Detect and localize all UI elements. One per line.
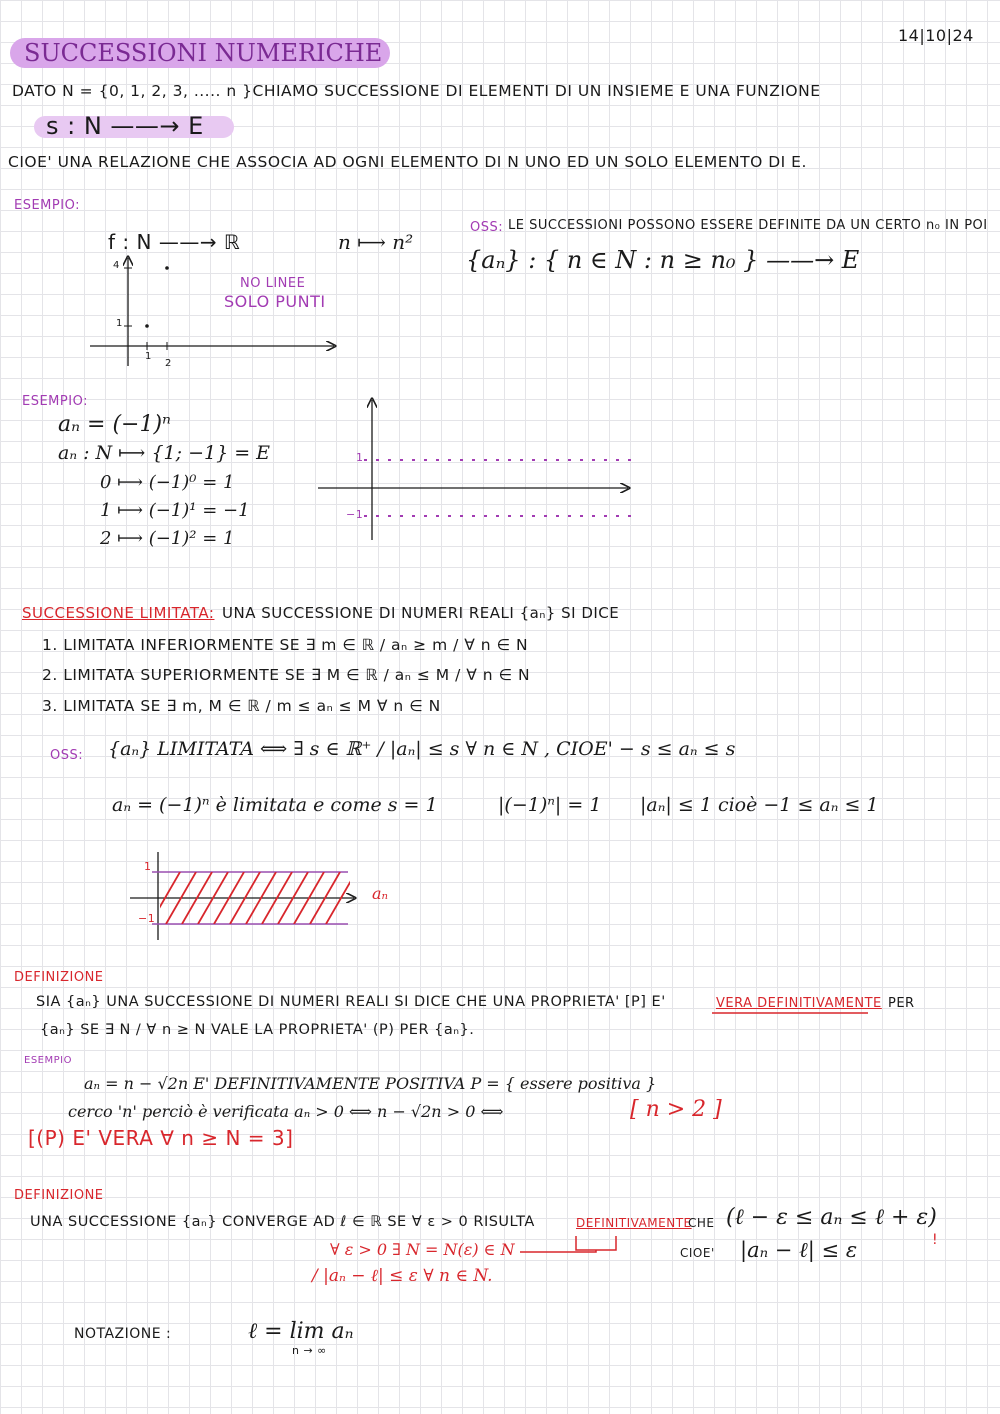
limit-subscript: n → ∞ [292,1344,327,1357]
definition-text: CHE [688,1216,715,1230]
limit-formula: ℓ = lim aₙ [248,1319,354,1344]
note-no-lines: NO LINEE [240,276,306,291]
annotation-bracket [520,1236,616,1252]
example-label: ESEMPIO: [14,198,80,213]
abs-value: |(−1)ⁿ| = 1 [498,794,602,816]
limitata-intro: UNA SUCCESSIONE DI NUMERI REALI {aₙ} SI DICE [222,604,620,622]
section-heading: SUCCESSIONE LIMITATA: [22,604,215,622]
function-def: s : N ——→ E [46,112,204,140]
intro-relation: CIOE' UNA RELAZIONE CHE ASSOCIA AD OGNI ELEMENTO DI N UNO ED UN SOLO ELEMENTO DI E. [8,153,807,171]
limitata-item: 1. LIMITATA INFERIORMENTE SE ∃ m ∈ ℝ / aₙ ≥ m / ∀ n ∈ N [42,636,529,654]
boxed-result: [ n > 2 ] [630,1097,722,1122]
tick-label: −1 [346,508,364,521]
tick-label: 1 [356,451,364,464]
definition-heading: DEFINIZIONE [14,1188,104,1203]
exclamation: ! [932,1232,939,1248]
tick-label: 2 [165,358,172,369]
point [165,266,169,270]
definition-text: SIA {aₙ} UNA SUCCESSIONE DI NUMERI REALI SI DICE CHE UNA PROPRIETA' [P] E' [36,994,666,1010]
emphasis: DEFINITIVAMENTE [576,1216,692,1230]
example2-map: aₙ : N ⟼ {1; −1} = E [58,442,271,464]
bounded-band [130,852,356,940]
tick-label: 4 [113,260,120,271]
example2-def: aₙ = (−1)ⁿ [58,412,171,437]
definition-text: PER [888,996,915,1011]
abs-inequality: |aₙ − ℓ| ≤ ε [740,1238,858,1262]
result: [(P) E' VERA ∀ n ≥ N = 3] [28,1126,294,1150]
definition-text: CIOE' [680,1246,715,1260]
intro-line: DATO N = {0, 1, 2, 3, ..... n }CHIAMO SUCCESSIONE DI ELEMENTI DI UN INSIEME E UNA FUNZIONE [12,82,821,100]
example-text: aₙ = n − √2n E' DEFINITIVAMENTE POSITIVA P = { essere positiva } [84,1074,657,1093]
oss-label: OSS: [50,748,84,763]
example-label: ESEMPIO [24,1055,72,1066]
example1-rule: n ⟼ n² [338,230,414,254]
notation-label: NOTAZIONE : [74,1326,172,1342]
red-note: / |aₙ − ℓ| ≤ ε ∀ n ∈ N. [312,1266,493,1286]
limitata-item: 3. LIMITATA SE ∃ m, M ∈ ℝ / m ≤ aₙ ≤ M ∀ n ∈ N [42,697,441,715]
red-note: ∀ ε > 0 ∃ N = N(ε) ∈ N [330,1240,515,1259]
limitata-item: 2. LIMITATA SUPERIORMENTE SE ∃ M ∈ ℝ / aₙ ≤ M / ∀ n ∈ N [42,666,531,684]
limitata-example: aₙ = (−1)ⁿ è limitata e come s = 1 [112,794,438,816]
point [145,324,149,328]
oss-label: OSS: [470,220,504,235]
oss-text: LE SUCCESSIONI POSSONO ESSERE DEFINITE DA UN CERTO n₀ IN POI [508,218,988,233]
band-label: aₙ [372,884,389,903]
tick-label: −1 [138,912,156,925]
example-text: cerco 'n' perciò è verificata aₙ > 0 ⟺ n − √2n > 0 ⟺ [68,1102,504,1121]
convergence-inequality: (ℓ − ε ≤ aₙ ≤ ℓ + ε) [726,1205,937,1230]
example-label: ESEMPIO: [22,394,88,409]
date: 14|10|24 [898,26,974,45]
definition-heading: DEFINIZIONE [14,970,104,985]
oss-formula: {aₙ} : { n ∈ N : n ≥ n₀ } ——→ E [466,246,860,274]
note-only-points: SOLO PUNTI [224,292,326,311]
example2-row: 0 ⟼ (−1)⁰ = 1 [100,472,235,493]
alternating-plot [318,400,634,540]
limitata-oss: {aₙ} LIMITATA ⟺ ∃ s ∈ ℝ⁺ / |aₙ| ≤ s ∀ n ∈ N , CIOE' − s ≤ aₙ ≤ s [108,738,736,760]
emphasis: VERA DEFINITIVAMENTE [716,996,882,1011]
page-title: SUCCESSIONI NUMERICHE [10,38,390,68]
abs-bound: |aₙ| ≤ 1 cioè −1 ≤ aₙ ≤ 1 [640,794,879,816]
points-plot [90,258,334,366]
example2-row: 2 ⟼ (−1)² = 1 [100,528,235,549]
definition-text: {aₙ} SE ∃ N / ∀ n ≥ N VALE LA PROPRIETA' (P) PER {aₙ}. [40,1022,475,1038]
tick-label: 1 [144,860,152,873]
tick-label: 1 [145,351,152,362]
definition-text: UNA SUCCESSIONE {aₙ} CONVERGE AD ℓ ∈ ℝ SE ∀ ε > 0 RISULTA [30,1214,535,1230]
example1-map: f : N ——→ ℝ [108,230,241,254]
tick-label: 1 [116,318,123,329]
example2-row: 1 ⟼ (−1)¹ = −1 [100,500,250,521]
